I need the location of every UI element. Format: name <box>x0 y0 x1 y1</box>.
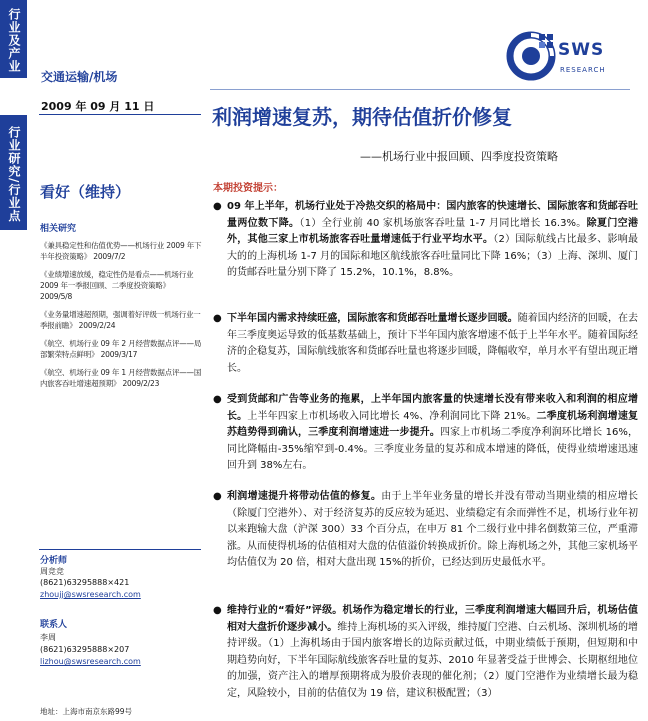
bullet-paragraph <box>213 392 638 475</box>
bullet-paragraph <box>213 199 638 282</box>
bullet-text: 随着国内经济的回暖，在去年三季度奥运导致的低基数基础上，预计下半年国内旅客增速不低于上半年水平。随着国际经济的企稳复苏，国际航线旅客和货邮吞吐量也将逐步回暖，降幅收窄，单月水平有望出现正增长。 <box>227 313 639 374</box>
list-item[interactable]: 《航空、机场行业 09 年 2 月经营数据点评——局部繁荣特点鲜明》 2009/3/17 <box>40 339 202 359</box>
sidebar-label-report-type: 行业研究/行业点 <box>7 125 21 223</box>
sidebar-label-industry: 行业及产业 <box>7 7 21 73</box>
bullet-paragraph <box>213 311 638 377</box>
bullet-icon: ● <box>213 394 222 405</box>
report-title: 利润增速复苏，期待估值折价修复 <box>212 105 512 129</box>
bullet-icon: ● <box>213 491 222 502</box>
bullet-text: 维持上海机场的买入评级，维持厦门空港、白云机场、深圳机场的增持评级。（1）上海机场由于国内旅客增长的边际贡献过低，中期业绩低于预期，但短期和中期趋势向好，下半年国际航线旅客吞吐量的复苏、2010 年显著受益于世博会、长期枢纽地位的加强，资产注入的增厚预期将成为股价表现的催化剂；（2）厦门空港作为业绩增长最为稳定，风险较小，目前的估值仅为 19 倍，建议积极配置；（3） <box>227 621 639 699</box>
rating-badge: 看好（维持） <box>40 183 131 201</box>
related-research-list <box>40 240 202 396</box>
bullet-icon: ● <box>213 313 222 324</box>
bullet-text: 由于上半年业务量的增长并没有带动当期业绩的相应增长（除厦门空港外）、对于经济复苏的反应较为延迟、业绩稳定有余而弹性不足，机场行业年初以来跑输大盘（沪深 300）33 个百分点，在申万 81 个二级行业中排名倒数第三位，严重滞涨。从而使得机场的估值相对大盘的估值溢价转换成折价。除上海机场之外，其他三家机场平均估值仅为 20 倍，相对大盘出现 15%的折价，已经达到历史最低水平。 <box>227 491 639 568</box>
logo-wordmark: SWS <box>558 40 605 60</box>
analyst-name: 周竞竞 <box>40 567 64 576</box>
divider-analyst <box>39 549 201 550</box>
report-subtitle: ——机场行业中报回顾、四季度投资策略 <box>360 150 558 163</box>
bullet-text: 上半年四家上市机场收入同比增长 4%、净利润同比下降 21%。 <box>247 410 537 422</box>
bullet-lead: 下半年国内需求持续旺盛，国际旅客和货邮吞吐量增长逐步回暖。 <box>227 313 518 324</box>
bullet-icon: ● <box>213 201 222 212</box>
bullet-emphasis: 除夏门空港外，其他三家上市机场旅客吞吐量增速低于行业平均水平。 <box>227 217 639 245</box>
contact-name: 李周 <box>40 633 56 642</box>
bullet-text: （1）全行业前 40 家机场旅客吞吐量 1-7 月同比增长 16.3%。 <box>299 217 587 229</box>
report-date: 2009 年 09 月 11 日 <box>41 100 155 113</box>
bullet-paragraph <box>213 489 638 572</box>
report-category: 交通运输/机场 <box>41 70 118 84</box>
bullet-lead: 09 年上半年，机场行业处于冷热交织的格局中：国内旅客的快速增长、国际旅客和货邮吞吐量两位数下降。 <box>227 201 638 229</box>
analyst-email-link[interactable]: zhoujj@swsresearch.com <box>40 590 141 599</box>
contact-heading: 联系人 <box>40 620 68 630</box>
contact-phone: (8621)63295888×207 <box>40 645 130 654</box>
sidebar-band <box>0 0 27 721</box>
bullet-icon: ● <box>213 605 222 616</box>
bullet-tail: （2）国际航线占比最多、影响最大的的上海机场 1-7 月的国际和地区航线旅客吞吐量同比下降 16%；（3）上海、深圳、厦门的货邮吞吐量分别下降了 15.2%，10.1%，8.8%。 <box>227 234 638 278</box>
section-heading: 本期投资提示： <box>213 183 283 194</box>
list-item[interactable]: 《兼具稳定性和估值优势——机场行业 2009 年下半年投资策略》 2009/7/2 <box>40 241 202 261</box>
address: 地址：上海市南京东路99号 <box>40 707 133 716</box>
list-item[interactable]: 《航空、机场行业 09 年 1 月经营数据点评——国内旅客吞吐增速超预期》 2009/2/23 <box>40 368 202 388</box>
bullet-paragraph <box>213 603 638 702</box>
bullet-lead: 受到货邮和广告等业务的拖累，上半年国内旅客量的快速增长没有带来收入和利润的相应增长。 <box>227 394 638 422</box>
analyst-phone: (8621)63295888×421 <box>40 578 130 587</box>
list-item[interactable]: 《业务量增速超预期，强调着好评级一机场行业一季报前瞻》 2009/2/24 <box>40 310 201 330</box>
divider-right <box>210 89 630 90</box>
divider-left <box>39 114 201 115</box>
bullet-lead: 维持行业的“看好”评级。机场作为稳定增长的行业，三季度利润增速大幅回升后，机场估值相对大盘折价逐步减小。 <box>227 605 638 633</box>
related-research-heading: 相关研究 <box>40 224 77 234</box>
bullet-tail: 四家上市机场二季度净利润环比增长 16%，同比降幅由-35%缩窄到-0.4%。三季度业务量的复苏和成本增速的降低，使得业绩增速迅速回升到 38%左右。 <box>227 427 639 471</box>
list-item[interactable]: 《业绩增速放缓，稳定性仍是看点——机场行业 2009 年一季报回顾、二季度投资策略》 2009/5/8 <box>40 270 194 301</box>
logo-subtitle: RESEARCH <box>560 66 606 74</box>
bullet-lead: 利润增速提升将带动估值的修复。 <box>227 491 382 502</box>
bullet-emphasis: 二季度机场利润增速复苏趋势得到确认，三季度利润增速进一步提升。 <box>227 410 639 438</box>
analyst-heading: 分析师 <box>40 556 68 566</box>
contact-email-link[interactable]: lizhou@swsresearch.com <box>40 657 141 666</box>
